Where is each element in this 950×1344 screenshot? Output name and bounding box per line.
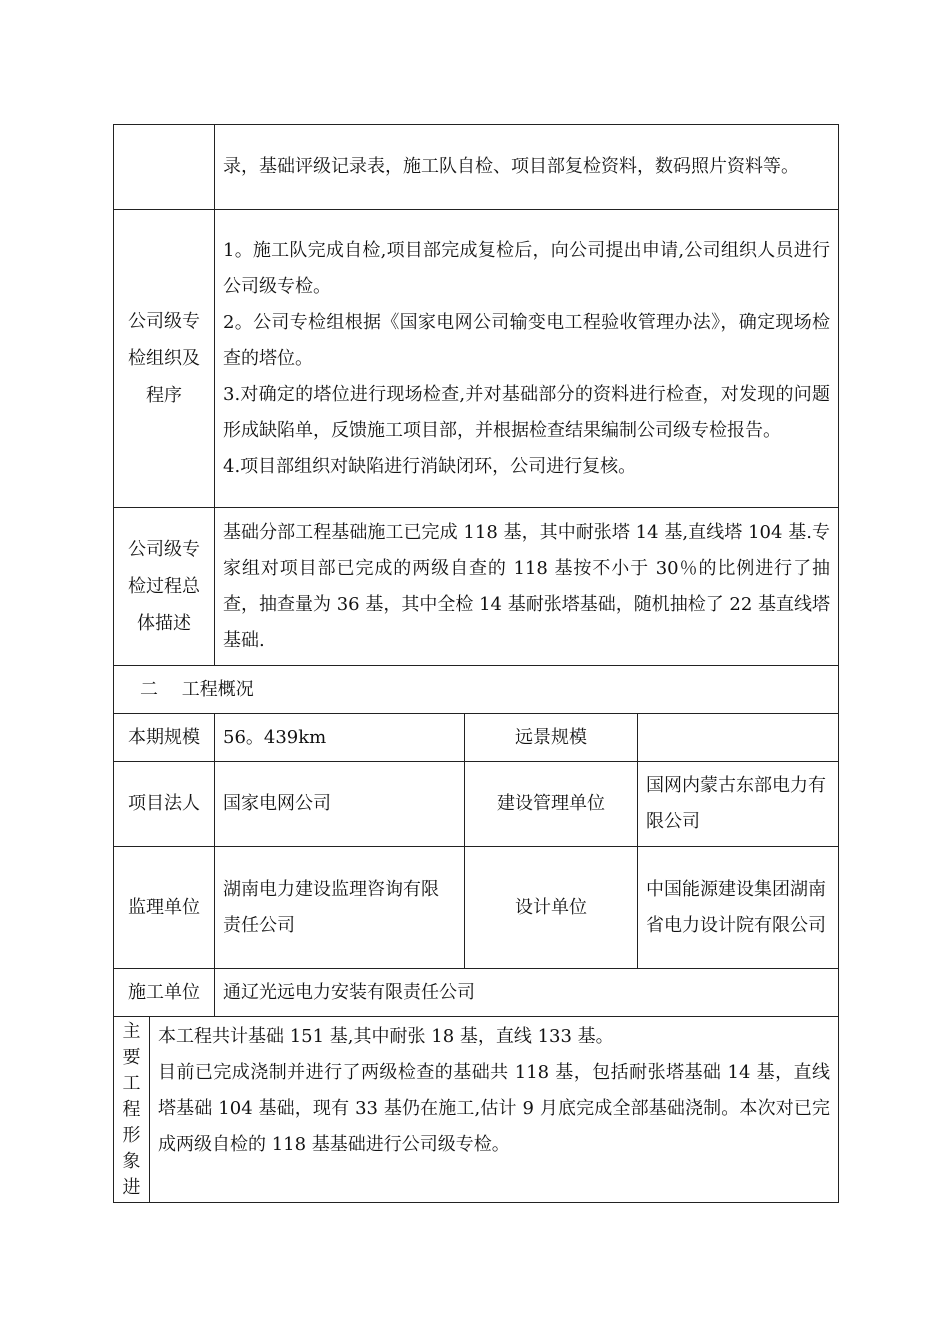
progress-label-char: 形 (122, 1125, 141, 1146)
supervisor-label: 监理单位 (114, 847, 215, 969)
progress-label-char: 主 (122, 1021, 141, 1042)
mgmt-unit-value: 国网内蒙古东部电力有限公司 (638, 762, 839, 847)
inspection-table (113, 124, 839, 1017)
procedure-content (215, 210, 839, 508)
process-label: 公司级专检过程总体描述 (114, 508, 215, 666)
construction-row (114, 969, 839, 1017)
scale-label: 本期规模 (114, 714, 215, 762)
procedure-item-1: 1。施工队完成自检,项目部完成复检后，向公司提出申请,公司组织人员进行公司级专检。 (223, 239, 831, 297)
owner-value: 国家电网公司 (215, 762, 465, 847)
process-content (215, 508, 839, 666)
section-title: 二 工程概况 (114, 666, 839, 714)
continued-row-content (215, 125, 839, 210)
process-text: 基础分部工程基础施工已完成 118 基，其中耐张塔 14 基,直线塔 104 基.专家组对项目部已完成的两级自查的 118 基按不小于 30％的比例进行了抽查，抽查量为 36 基，其中全检 14 基耐张塔基础，随机抽检了 22 基直线塔基础. (223, 521, 831, 651)
continued-row-text: 录，基础评级记录表，施工队自检、项目部复检资料，数码照片资料等。 (223, 156, 799, 177)
future-scale-label: 远景规模 (465, 714, 638, 762)
progress-row (114, 1017, 839, 1203)
procedure-row (114, 210, 839, 508)
document-page (113, 124, 838, 1203)
construction-value: 通辽光远电力安装有限责任公司 (215, 969, 839, 1017)
supervisor-value: 湖南电力建设监理咨询有限责任公司 (215, 847, 465, 969)
progress-content (150, 1017, 839, 1203)
owner-row (114, 762, 839, 847)
procedure-item-4: 4.项目部组织对缺陷进行消缺闭环，公司进行复核。 (223, 455, 637, 477)
progress-line-1: 本工程共计基础 151 基,其中耐张 18 基，直线 133 基。 (158, 1026, 614, 1047)
process-row (114, 508, 839, 666)
owner-label: 项目法人 (114, 762, 215, 847)
progress-label (114, 1017, 150, 1203)
progress-label-char: 工 (122, 1073, 141, 1094)
progress-label-char: 要 (122, 1047, 141, 1068)
future-scale-value (638, 714, 839, 762)
procedure-item-3: 3.对确定的塔位进行现场检查,并对基础部分的资料进行检查，对发现的问题形成缺陷单，反馈施工项目部，并根据检查结果编制公司级专检报告。 (223, 383, 831, 441)
progress-label-char: 程 (122, 1099, 141, 1120)
design-unit-value: 中国能源建设集团湖南省电力设计院有限公司 (638, 847, 839, 969)
mgmt-unit-label: 建设管理单位 (465, 762, 638, 847)
procedure-label: 公司级专检组织及程序 (114, 210, 215, 508)
continued-row (114, 125, 839, 210)
procedure-item-2: 2。公司专检组根据《国家电网公司输变电工程验收管理办法》，确定现场检查的塔位。 (223, 311, 831, 369)
scale-value: 56。439km (215, 714, 465, 762)
progress-line-2: 目前已完成浇制并进行了两级检查的基础共 118 基，包括耐张塔基础 14 基，直线塔基础 104 基础，现有 33 基仍在施工,估计 9 月底完成全部基础浇制。本次对已完成两级自检的 118 基基础进行公司级专检。 (158, 1062, 830, 1155)
section-title-row (114, 666, 839, 714)
scale-row (114, 714, 839, 762)
supervisor-row (114, 847, 839, 969)
progress-label-char: 象 (122, 1151, 141, 1172)
design-unit-label: 设计单位 (465, 847, 638, 969)
construction-label: 施工单位 (114, 969, 215, 1017)
continued-row-label (114, 125, 215, 210)
progress-table (113, 1016, 839, 1203)
progress-label-char: 进 (122, 1177, 141, 1198)
